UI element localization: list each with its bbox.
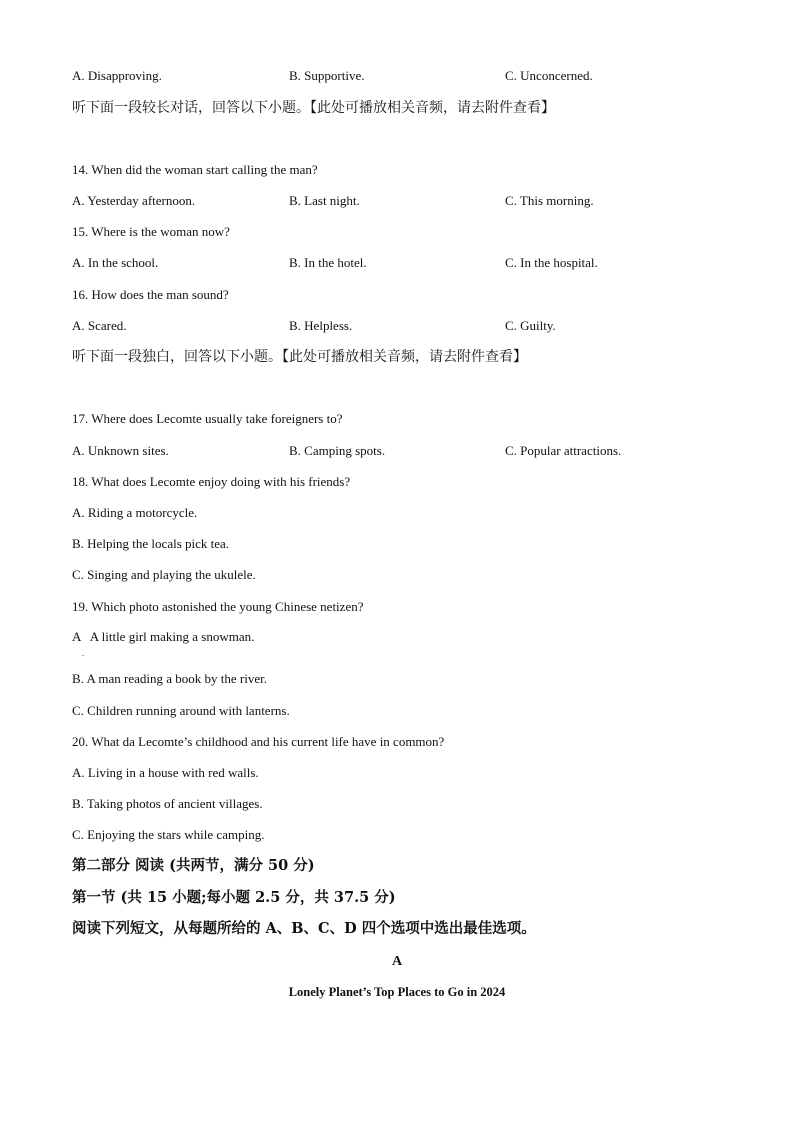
q19-stem: 19. Which photo astonished the young Chinese netizen? (72, 599, 364, 614)
instruction-monologue: 听下面一段独白，回答以下小题。【此处可播放相关音频，请去附件查看】 (72, 349, 527, 365)
q18-option-a: A. Riding a motorcycle. (72, 505, 198, 520)
q18-option-b: B. Helping the locals pick tea. (72, 536, 230, 551)
q15-option-b: B. In the hotel. (289, 255, 367, 270)
section1-heading: 第一节 (共 15 小题;每小题 2.5 分，共 37.5 分) (72, 889, 396, 906)
q20-option-c: C. Enjoying the stars while camping. (72, 827, 265, 842)
q18-option-c: C. Singing and playing the ukulele. (72, 567, 256, 582)
q16-stem: 16. How does the man sound? (72, 287, 229, 302)
q15-option-c: C. In the hospital. (505, 255, 598, 270)
q18-stem: 18. What does Lecomte enjoy doing with his friends? (72, 474, 351, 489)
q16-option-a: A. Scared. (72, 318, 127, 333)
part2-heading: 第二部分 阅读 (共两节，满分 50 分) (72, 857, 315, 874)
q19-option-b: B. A man reading a book by the river. (72, 671, 267, 686)
q15-stem: 15. Where is the woman now? (72, 224, 230, 239)
q13-option-b: B. Supportive. (289, 68, 365, 83)
q14-option-a: A. Yesterday afternoon. (72, 193, 196, 208)
q15-option-a: A. In the school. (72, 255, 159, 270)
passage-letter: A (391, 954, 403, 969)
q19-option-c: C. Children running around with lanterns. (72, 703, 290, 718)
q16-option-b: B. Helpless. (289, 318, 353, 333)
q20-option-a: A. Living in a house with red walls. (72, 765, 259, 780)
q17-option-a: A. Unknown sites. (72, 443, 169, 458)
q20-stem: 20. What da Lecomte’s childhood and his current life have in common? (72, 734, 445, 749)
q14-option-c: C. This morning. (505, 193, 594, 208)
q13-option-c: C. Unconcerned. (505, 68, 593, 83)
reading-instruction: 阅读下列短文，从每题所给的 A、B、C、D 四个选项中选出最佳选项。 (72, 920, 536, 937)
stray-dot: . (82, 649, 84, 658)
passage-title: Lonely Planet’s Top Places to Go in 2024 (288, 985, 506, 999)
q16-option-c: C. Guilty. (505, 318, 556, 333)
q13-option-a: A. Disapproving. (72, 68, 162, 83)
instruction-long-dialogue: 听下面一段较长对话，回答以下小题。【此处可播放相关音频，请去附件查看】 (72, 100, 555, 116)
q17-option-b: B. Camping spots. (289, 443, 386, 458)
q14-stem: 14. When did the woman start calling the man? (72, 162, 318, 177)
q14-option-b: B. Last night. (289, 193, 360, 208)
q19-option-a: A A little girl making a snowman. (72, 629, 255, 644)
q17-option-c: C. Popular attractions. (505, 443, 622, 458)
q17-stem: 17. Where does Lecomte usually take foreigners to? (72, 411, 343, 426)
q20-option-b: B. Taking photos of ancient villages. (72, 796, 263, 811)
